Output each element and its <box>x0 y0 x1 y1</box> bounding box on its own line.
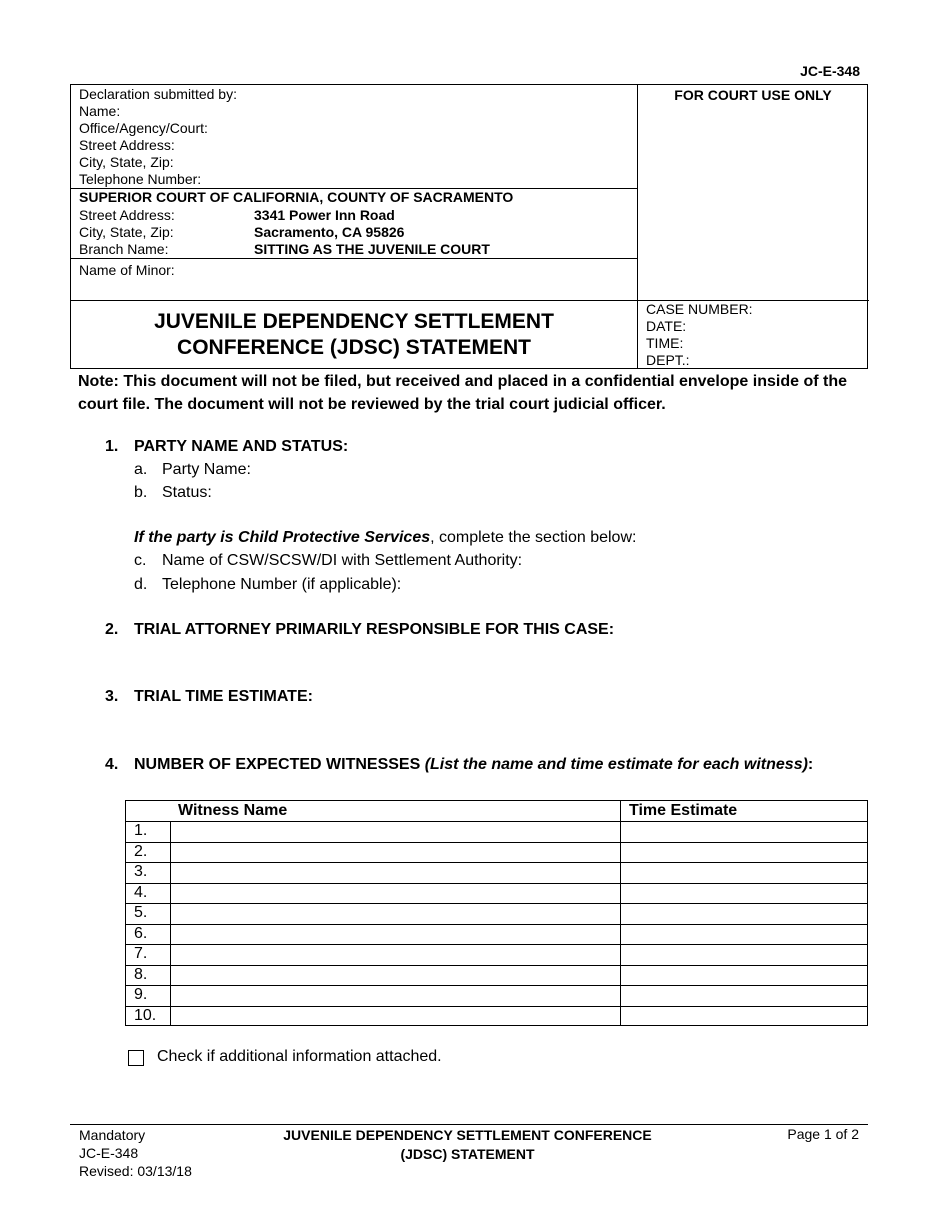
time-field[interactable]: TIME: <box>646 335 684 351</box>
witness-row-number: 9. <box>134 986 148 1003</box>
section-1-number: 1. <box>105 438 119 455</box>
witness-name-cell[interactable] <box>171 884 619 904</box>
section-1-heading: PARTY NAME AND STATUS: <box>134 438 349 455</box>
time-estimate-cell[interactable] <box>621 925 867 945</box>
date-field[interactable]: DATE: <box>646 318 687 334</box>
court-street-label: Street Address: <box>79 207 175 223</box>
cps-telephone-field[interactable] <box>134 575 401 595</box>
footer-rule <box>70 1124 868 1125</box>
page-number: Page 1 of 2 <box>787 1126 859 1142</box>
status-label: Status: <box>162 484 212 501</box>
minor-name-field[interactable]: Name of Minor: <box>79 262 175 278</box>
additional-info-checkbox[interactable] <box>128 1050 144 1066</box>
header-rule <box>71 258 637 259</box>
time-estimate-header: Time Estimate <box>629 802 738 819</box>
street-field[interactable]: Street Address: <box>79 137 175 153</box>
witness-row-number: 10. <box>134 1006 157 1024</box>
witness-name-cell[interactable] <box>171 822 619 842</box>
branch-value: SITTING AS THE JUVENILE COURT <box>254 241 490 257</box>
court-street-value: 3341 Power Inn Road <box>254 207 395 223</box>
header-box <box>70 84 868 369</box>
cps-instruction-emphasis: If the party is Child Protective Services <box>134 529 431 546</box>
case-info <box>646 301 753 369</box>
section-4-title: NUMBER OF EXPECTED WITNESSES <box>134 756 425 773</box>
time-estimate-cell[interactable] <box>621 863 867 883</box>
witness-row-number: 8. <box>134 965 148 983</box>
party-name-field[interactable] <box>134 460 251 480</box>
branch-label: Branch Name: <box>79 241 169 257</box>
court-use-label: FOR COURT USE ONLY <box>674 87 832 103</box>
section-2-heading: TRIAL ATTORNEY PRIMARILY RESPONSIBLE FOR THIS CASE: <box>134 621 615 638</box>
csw-name-field[interactable] <box>134 551 522 571</box>
item-letter: b. <box>134 484 148 501</box>
witness-row-number: 2. <box>134 842 148 860</box>
court-name: SUPERIOR COURT OF CALIFORNIA, COUNTY OF SACRAMENTO <box>79 189 514 205</box>
item-letter: c. <box>134 552 147 569</box>
party-name-label: Party Name: <box>162 461 251 478</box>
section-3-heading: TRIAL TIME ESTIMATE: <box>134 688 313 705</box>
court-city-value: Sacramento, CA 95826 <box>254 224 405 240</box>
time-estimate-cell[interactable] <box>621 966 867 986</box>
court-city-label: City, State, Zip: <box>79 224 174 240</box>
telephone-field[interactable]: Telephone Number: <box>79 171 202 187</box>
time-estimate-cell[interactable] <box>621 1007 867 1027</box>
witness-row-number: 7. <box>134 945 148 962</box>
title-line-2: CONFERENCE (JDSC) STATEMENT <box>177 336 531 359</box>
office-field[interactable]: Office/Agency/Court: <box>79 120 208 136</box>
witness-row-number: 5. <box>134 904 148 921</box>
witness-row-number: 6. <box>134 924 148 942</box>
footer-code: JC-E-348 <box>79 1145 139 1161</box>
section-3-number: 3. <box>105 688 119 705</box>
witness-name-cell[interactable] <box>171 904 619 924</box>
witness-name-cell[interactable] <box>171 925 619 945</box>
dept-field[interactable]: DEPT.: <box>646 352 690 368</box>
section-4-heading <box>134 755 813 775</box>
witness-row-number: 3. <box>134 863 148 880</box>
section-4-number: 4. <box>105 756 119 773</box>
time-estimate-cell[interactable] <box>621 884 867 904</box>
time-estimate-cell[interactable] <box>621 843 867 863</box>
declaration-submitted-by: Declaration submitted by: <box>79 86 237 102</box>
footer-mandatory: Mandatory <box>79 1127 146 1143</box>
note-text: Note: This document will not be filed, but received and placed in a confidential envelope inside of the court file. The document will not be reviewed by the trial court judicial officer. <box>78 373 847 413</box>
status-field[interactable] <box>134 483 212 503</box>
item-letter: a. <box>134 461 148 478</box>
witness-name-cell[interactable] <box>171 843 619 863</box>
time-estimate-cell[interactable] <box>621 904 867 924</box>
section-2-number: 2. <box>105 621 119 638</box>
name-field[interactable]: Name: <box>79 103 121 119</box>
witness-row-number: 4. <box>134 883 148 901</box>
item-letter: d. <box>134 576 148 593</box>
witness-table <box>125 800 868 1026</box>
cps-instruction <box>134 528 636 548</box>
cps-instruction-rest: , complete the section below: <box>430 529 637 546</box>
witness-name-cell[interactable] <box>171 1007 619 1027</box>
cps-telephone-label: Telephone Number (if applicable): <box>162 576 402 593</box>
csw-name-label: Name of CSW/SCSW/DI with Settlement Authority: <box>162 552 523 569</box>
header-divider <box>637 85 638 368</box>
section-4-colon: : <box>807 756 814 773</box>
witness-name-cell[interactable] <box>171 986 619 1006</box>
additional-info-label: Check if additional information attached. <box>157 1048 442 1065</box>
footer-revised: Revised: 03/13/18 <box>79 1163 192 1179</box>
footer-title-line-2: (JDSC) STATEMENT <box>400 1146 535 1162</box>
time-estimate-cell[interactable] <box>621 822 867 842</box>
witness-name-cell[interactable] <box>171 966 619 986</box>
form-code: JC-E-348 <box>800 63 860 79</box>
case-number-field[interactable]: CASE NUMBER: <box>646 301 753 317</box>
footer-title-line-1: JUVENILE DEPENDENCY SETTLEMENT CONFERENCE <box>283 1127 652 1143</box>
city-field[interactable]: City, State, Zip: <box>79 154 174 170</box>
title-line-1: JUVENILE DEPENDENCY SETTLEMENT <box>154 310 554 333</box>
witness-row-number: 1. <box>134 822 148 839</box>
witness-name-header: Witness Name <box>178 802 288 819</box>
document-title <box>71 309 637 361</box>
witness-name-cell[interactable] <box>171 863 619 883</box>
footer-left <box>79 1126 192 1180</box>
section-4-instruction: (List the name and time estimate for each witness) <box>424 756 808 773</box>
time-estimate-cell[interactable] <box>621 986 867 1006</box>
footer-title <box>250 1126 685 1164</box>
witness-name-cell[interactable] <box>171 945 619 965</box>
time-estimate-cell[interactable] <box>621 945 867 965</box>
